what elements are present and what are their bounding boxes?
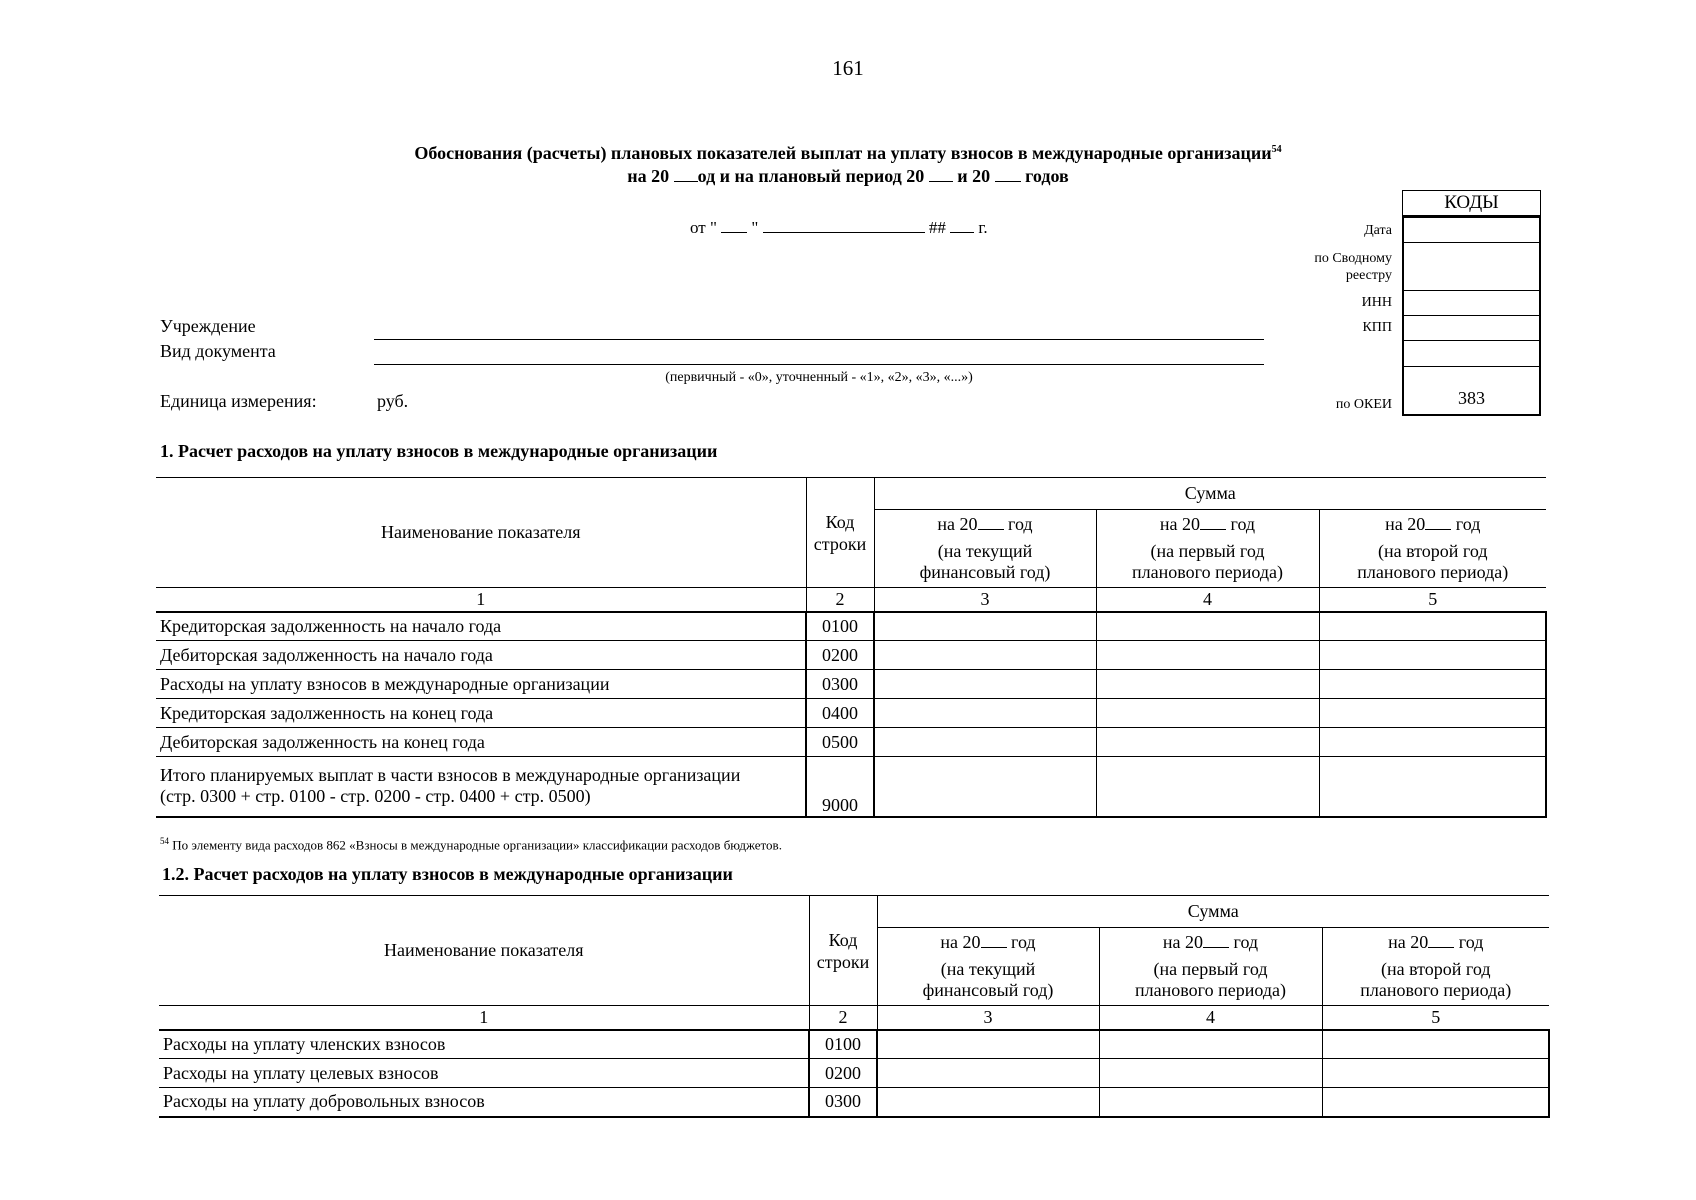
- table-row: [159, 1030, 1549, 1059]
- header-name-col: Наименование показателя: [156, 478, 806, 588]
- document-title: [0, 143, 1696, 164]
- cell-col3[interactable]: [874, 757, 1096, 817]
- footnote: [160, 836, 782, 853]
- cell-col4[interactable]: [1096, 670, 1319, 699]
- title-footnote-ref: 54: [1271, 144, 1282, 155]
- col-number-1: 1: [159, 1006, 809, 1030]
- row-name: Дебиторская задолженность на конец года: [156, 728, 806, 757]
- cell-col5[interactable]: [1322, 1059, 1549, 1088]
- period-and: и 20: [957, 166, 991, 186]
- year-blank: [1200, 515, 1226, 530]
- code-col-line1: Код: [825, 511, 855, 532]
- table-row: [156, 641, 1546, 670]
- codes-box: [1402, 216, 1541, 416]
- cell-col5[interactable]: [1319, 699, 1546, 728]
- footnote-text: По элементу вида расходов 862 «Взносы в международные организации» классификации расходов бюджетов.: [172, 837, 782, 853]
- year-blank: [950, 218, 974, 233]
- date-quote: ": [751, 218, 759, 237]
- col-number-5: 5: [1322, 1006, 1549, 1030]
- title-line-1: Обоснования (расчеты) плановых показателей выплат на уплату взносов в международные организации: [414, 143, 1272, 163]
- total-name: [156, 757, 806, 817]
- col4-sub1: (на первый год: [1150, 541, 1265, 561]
- col-number-5: 5: [1319, 588, 1546, 612]
- table-row: [159, 1059, 1549, 1088]
- row-name: Расходы на уплату целевых взносов: [159, 1059, 809, 1088]
- table-row-total: [156, 757, 1546, 817]
- total-code: 9000: [806, 757, 874, 817]
- date-suffix: г.: [978, 218, 988, 237]
- year-blank: [978, 515, 1004, 530]
- year-suffix: год: [1230, 514, 1256, 534]
- institution-label: Учреждение: [160, 316, 256, 336]
- section2-title: 1.2. Расчет расходов на уплату взносов в международные организации: [162, 864, 733, 884]
- header-col3: [877, 928, 1099, 1006]
- table-row: [159, 1088, 1549, 1117]
- kpp-label: КПП: [1362, 320, 1392, 335]
- col-number-4: 4: [1099, 1006, 1322, 1030]
- cell-col3[interactable]: [874, 612, 1096, 641]
- year-blank: [1428, 933, 1454, 948]
- cell-col5[interactable]: [1322, 1088, 1549, 1117]
- col-number-2: 2: [809, 1006, 877, 1030]
- row-name: Расходы на уплату взносов в международные организации: [156, 670, 806, 699]
- table-row: [156, 612, 1546, 641]
- cell-col4[interactable]: [1099, 1030, 1322, 1059]
- codes-header: КОДЫ: [1402, 190, 1541, 216]
- year-mark: ##: [928, 218, 946, 237]
- doc-type-field-line: [374, 364, 1264, 365]
- row-code: 0400: [806, 699, 874, 728]
- table-row: [156, 670, 1546, 699]
- header-sum: Сумма: [877, 896, 1549, 928]
- col5-sub1: (на второй год: [1381, 959, 1491, 979]
- section1-title: 1. Расчет расходов на уплату взносов в международные организации: [160, 441, 718, 461]
- registry-label-1: по Сводному: [1314, 251, 1392, 266]
- row-code: 0200: [809, 1059, 877, 1088]
- period-prefix: на 20: [627, 166, 670, 186]
- code-col-line2: строки: [816, 951, 870, 972]
- cell-col3[interactable]: [874, 728, 1096, 757]
- row-name: Кредиторская задолженность на начало года: [156, 612, 806, 641]
- institution-field-line: [374, 339, 1264, 340]
- total-line-2: (стр. 0300 + стр. 0100 - стр. 0200 - стр. 0400 + стр. 0500): [160, 786, 591, 807]
- cell-col3[interactable]: [877, 1088, 1099, 1117]
- month-blank: [763, 218, 925, 233]
- row-code: 0100: [806, 612, 874, 641]
- row-code: 0500: [806, 728, 874, 757]
- cell-col3[interactable]: [874, 641, 1096, 670]
- cell-col5[interactable]: [1319, 641, 1546, 670]
- header-col5: [1322, 928, 1549, 1006]
- header-code-col: [806, 478, 874, 588]
- doc-type-label: Вид документа: [160, 341, 276, 361]
- cell-col4[interactable]: [1096, 641, 1319, 670]
- cell-col5[interactable]: [1319, 670, 1546, 699]
- year-blank: [674, 167, 698, 182]
- registry-label-2: реестру: [1345, 268, 1392, 283]
- year-suffix: год: [1455, 514, 1481, 534]
- year-prefix: на 20: [1388, 932, 1429, 952]
- date-label: Дата: [1364, 223, 1392, 238]
- year-suffix: год: [1011, 932, 1036, 952]
- year-blank: [929, 167, 953, 182]
- header-col4: [1099, 928, 1322, 1006]
- footnote-mark: 54: [160, 836, 169, 846]
- cell-col3[interactable]: [877, 1059, 1099, 1088]
- row-code: 0100: [809, 1030, 877, 1059]
- day-blank: [721, 218, 747, 233]
- header-sum: Сумма: [874, 478, 1546, 510]
- cell-col4[interactable]: [1099, 1088, 1322, 1117]
- cell-col5[interactable]: [1319, 612, 1546, 641]
- col-number-3: 3: [874, 588, 1096, 612]
- okei-value: 383: [1458, 388, 1485, 408]
- cell-col3[interactable]: [877, 1030, 1099, 1059]
- period-suffix: годов: [1025, 166, 1069, 186]
- col-number-1: 1: [156, 588, 806, 612]
- document-period: [0, 166, 1696, 187]
- cell-col4[interactable]: [1096, 612, 1319, 641]
- col4-sub1: (на первый год: [1153, 959, 1268, 979]
- row-name: Расходы на уплату добровольных взносов: [159, 1088, 809, 1117]
- year-prefix: на 20: [1159, 514, 1201, 534]
- doc-type-hint: (первичный - «0», уточненный - «1», «2», «3», «...»): [665, 370, 973, 385]
- row-name: Дебиторская задолженность на начало года: [156, 641, 806, 670]
- col5-sub2: планового периода): [1357, 562, 1509, 582]
- cell-col4[interactable]: [1096, 757, 1319, 817]
- row-name: Расходы на уплату членских взносов: [159, 1030, 809, 1059]
- row-code: 0300: [806, 670, 874, 699]
- table-row: [156, 699, 1546, 728]
- cell-col3[interactable]: [874, 670, 1096, 699]
- header-code-col: [809, 896, 877, 1006]
- col3-sub1: (на текущий: [940, 959, 1036, 979]
- row-name: Кредиторская задолженность на конец года: [156, 699, 806, 728]
- col-number-4: 4: [1096, 588, 1319, 612]
- date-prefix: от ": [690, 218, 717, 237]
- col4-sub2: планового периода): [1135, 980, 1286, 1000]
- col3-sub1: (на текущий: [937, 541, 1033, 561]
- cell-col5[interactable]: [1319, 728, 1546, 757]
- col5-sub2: планового периода): [1360, 980, 1512, 1000]
- row-code: 0300: [809, 1088, 877, 1117]
- year-blank: [1203, 933, 1229, 948]
- code-col-line2: строки: [813, 533, 867, 554]
- code-col-line1: Код: [828, 929, 858, 950]
- cell-col5[interactable]: [1319, 757, 1546, 817]
- col3-sub2: финансовый год): [919, 562, 1051, 582]
- col-number-3: 3: [877, 1006, 1099, 1030]
- cell-col4[interactable]: [1096, 728, 1319, 757]
- header-col4: [1096, 510, 1319, 588]
- unit-label: Единица измерения:: [160, 391, 317, 411]
- year-prefix: на 20: [937, 514, 978, 534]
- row-code: 0200: [806, 641, 874, 670]
- date-line: [690, 218, 988, 238]
- col3-sub2: финансовый год): [922, 980, 1054, 1000]
- year-prefix: на 20: [940, 932, 981, 952]
- year-suffix: год: [1233, 932, 1259, 952]
- cell-col4[interactable]: [1096, 699, 1319, 728]
- year-blank: [995, 167, 1021, 182]
- header-col5: [1319, 510, 1546, 588]
- header-col3: [874, 510, 1096, 588]
- year-prefix: на 20: [1385, 514, 1426, 534]
- col4-sub2: планового периода): [1132, 562, 1283, 582]
- inn-label: ИНН: [1361, 295, 1392, 310]
- section1-table: [156, 477, 1547, 818]
- section2-table: [159, 895, 1550, 1118]
- header-name-col: Наименование показателя: [159, 896, 809, 1006]
- okei-label: по ОКЕИ: [1335, 397, 1392, 412]
- total-line-1: Итого планируемых выплат в части взносов в международные организации: [160, 765, 741, 786]
- col-number-2: 2: [806, 588, 874, 612]
- year-suffix: год: [1458, 932, 1484, 952]
- table-row: [156, 728, 1546, 757]
- cell-col5[interactable]: [1322, 1030, 1549, 1059]
- year-blank: [981, 933, 1007, 948]
- cell-col3[interactable]: [874, 699, 1096, 728]
- period-middle: од и на плановый период 20: [697, 166, 925, 186]
- cell-col4[interactable]: [1099, 1059, 1322, 1088]
- year-prefix: на 20: [1162, 932, 1204, 952]
- year-blank: [1425, 515, 1451, 530]
- page-number: 161: [832, 56, 864, 80]
- year-suffix: год: [1008, 514, 1033, 534]
- unit-value: руб.: [377, 391, 409, 411]
- col5-sub1: (на второй год: [1378, 541, 1488, 561]
